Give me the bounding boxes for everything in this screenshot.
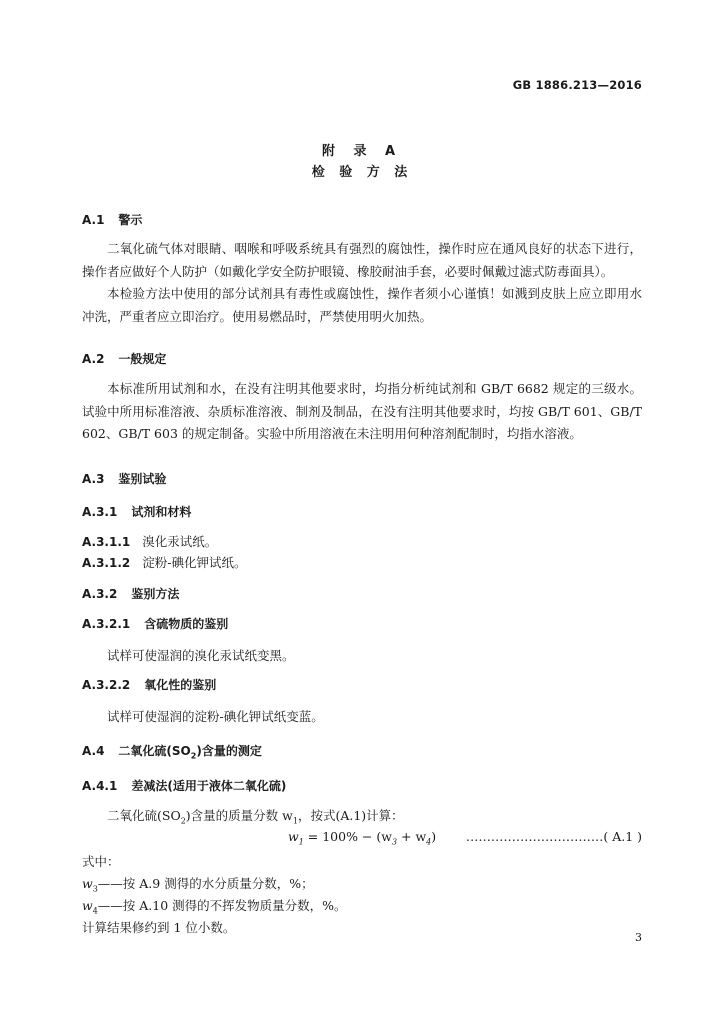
definition-w4: $w_4——$按 A.10 测得的不挥发物质量分数，%。 — [82, 898, 347, 916]
section-title: 二氧化硫$(SO_2)$含量的测定 — [118, 744, 262, 761]
equation-number: ……………………………( A.1 ) — [465, 829, 642, 844]
item-number: A.3.1.1 — [82, 535, 131, 549]
where-label: 式中： — [82, 854, 120, 869]
section-title: 氧化性的鉴别 — [144, 678, 217, 692]
appendix-label: 附 录 A — [321, 144, 403, 159]
section-a3-2-heading — [82, 585, 179, 602]
definition-w3: $w_3——$按 A.9 测得的水分质量分数，%； — [82, 876, 314, 894]
section-title: 试剂和材料 — [131, 505, 192, 519]
section-number: A.3.2.2 — [82, 678, 131, 692]
item-number: A.3.1.2 — [82, 556, 131, 570]
rounding-note: 计算结果修约到 1 位小数。 — [82, 920, 236, 935]
section-a1-heading — [82, 211, 142, 228]
section-number: A.2 — [82, 352, 105, 366]
a3-2-2-text: 试样可使湿润的淀粉-碘化钾试纸变蓝。 — [107, 709, 324, 724]
section-title: 鉴别方法 — [131, 587, 180, 601]
section-title: 鉴别试验 — [118, 472, 167, 486]
section-a4-1-heading — [82, 777, 286, 794]
formula-a1: $w_1 = 100\% - (w_3 + w_4)$ — [288, 829, 437, 847]
section-a3-1-heading — [82, 503, 191, 520]
a3-1-2-item — [82, 553, 246, 571]
item-text: 淀粉-碘化钾试纸。 — [142, 555, 247, 570]
section-number: A.3.2 — [82, 587, 118, 601]
section-number: A.4.1 — [82, 779, 118, 793]
a3-2-1-text: 试样可使湿润的溴化汞试纸变黑。 — [107, 648, 295, 663]
section-number: A.3.2.1 — [82, 617, 131, 631]
section-a3-2-1-heading — [82, 615, 228, 632]
a1-paragraph-1: 二氧化硫气体对眼睛、咽喉和呼吸系统具有强烈的腐蚀性，操作时应在通风良好的状态下进行，操作者应做好个人防护（如戴化学安全防护眼镜、橡胶耐油手套，必要时佩戴过滤式防毒面具）。 — [82, 241, 642, 279]
section-number: A.3 — [82, 472, 105, 486]
section-title: 警示 — [118, 213, 143, 227]
item-text: 溴化汞试纸。 — [142, 534, 218, 549]
standard-id: GB 1886.213—2016 — [512, 78, 642, 92]
section-number: A.3.1 — [82, 505, 118, 519]
section-a2-heading — [82, 350, 166, 367]
section-number: A.4 — [82, 744, 105, 758]
a1-paragraph-2: 本检验方法中使用的部分试剂具有毒性或腐蚀性，操作者须小心谨慎！如溅到皮肤上应立即用水冲洗，严重者应立即治疗。使用易燃品时，严禁使用明火加热。 — [82, 286, 642, 324]
a3-1-1-item — [82, 532, 217, 550]
section-a4-heading — [82, 742, 262, 760]
appendix-title: 检 验 方 法 — [311, 165, 413, 180]
section-a3-heading — [82, 470, 166, 487]
section-a3-2-2-heading — [82, 676, 216, 693]
a4-1-intro: 二氧化硫$(SO_2)$含量的质量分数 $w_1$，按式(A.1)计算： — [107, 808, 404, 826]
section-number: A.1 — [82, 213, 105, 227]
section-title: 一般规定 — [118, 352, 167, 366]
a2-paragraph-1: 本标准所用试剂和水，在没有注明其他要求时，均指分析纯试剂和 GB/T 6682 规定的三级水。试验中所用标准溶液、杂质标准溶液、制剂及制品，在没有注明其他要求时，均按 GB/T 601、GB/T 602、GB/T 603 的规定制备。实验中所用溶液在未注明用何种溶剂配制时，均指水溶液。 — [82, 381, 642, 441]
section-title: 差减法(适用于液体二氧化硫) — [131, 779, 287, 793]
page-number: 3 — [635, 931, 642, 944]
section-title: 含硫物质的鉴别 — [144, 617, 229, 631]
